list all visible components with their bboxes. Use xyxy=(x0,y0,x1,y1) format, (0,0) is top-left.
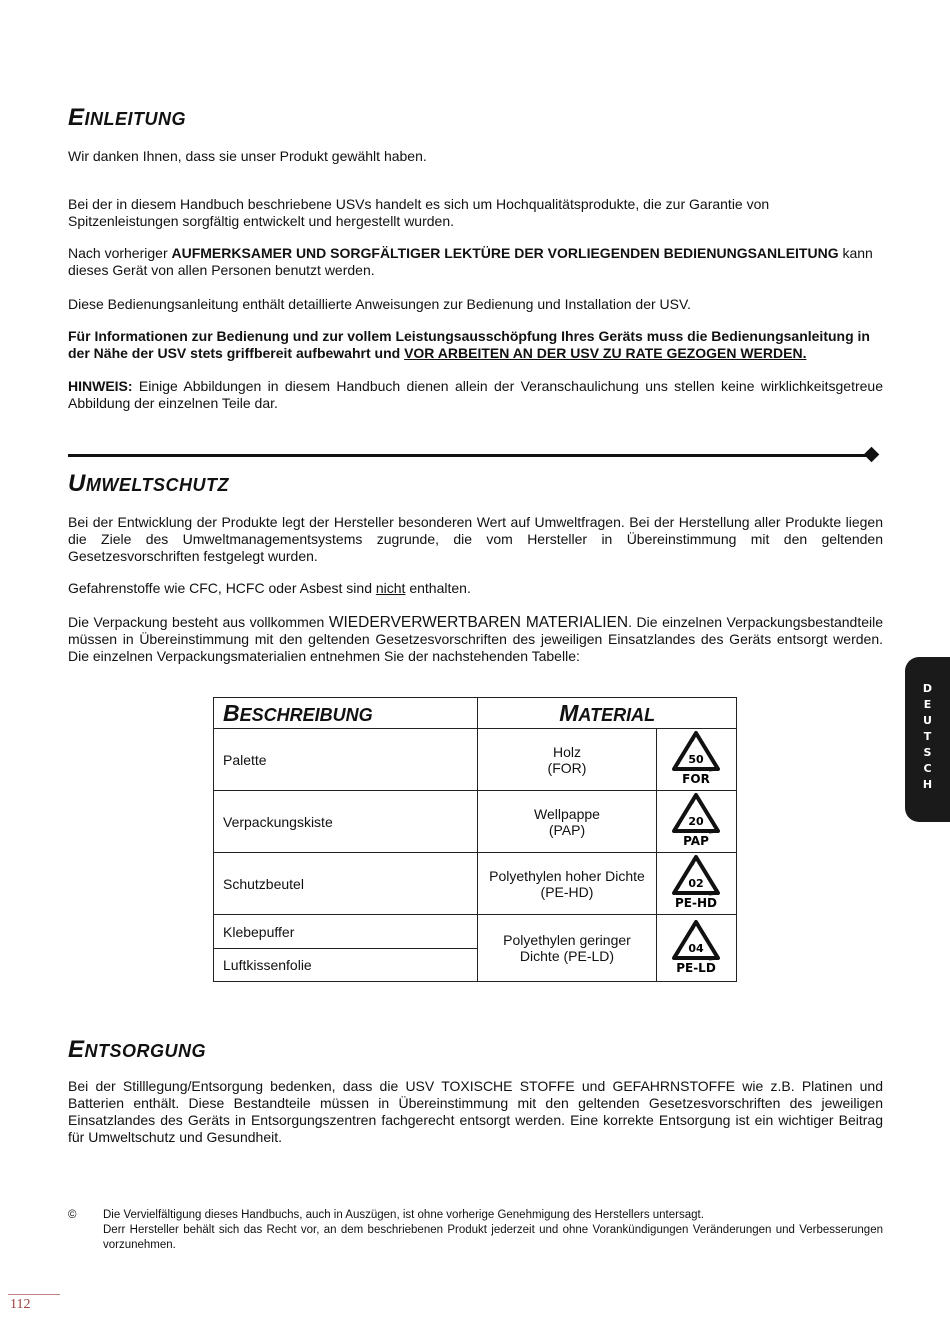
umweltschutz-p2: Gefahrenstoffe wie CFC, HCFC oder Asbest sind nicht enthalten. xyxy=(68,580,471,596)
material-table xyxy=(213,697,737,982)
footer-line2: Derr Hersteller behält sich das Recht vor, an dem beschriebenen Produkt jederzeit und ohne Vorankündigungen Veränderungen und Verbesserungen vorzunehmen. xyxy=(103,1224,883,1251)
footer-line1: Die Vervielfältigung dieses Handbuchs, auch in Auszügen, ist ohne vorherige Genehmigung des Herstellers untersagt. xyxy=(103,1209,704,1221)
table-cell-material: Polyethylen hoher Dichte (PE-HD) xyxy=(478,853,656,915)
einleitung-p2: Bei der in diesem Handbuch beschriebene USVs handelt es sich um Hochqualitätsprodukte, die zur Garantie von Spitzenleistungen sorgfältig entwickelt und hergestellt wurden. xyxy=(68,196,770,229)
table-cell-material: Polyethylen geringer Dichte (PE-LD) xyxy=(478,915,656,982)
table-row xyxy=(214,853,737,915)
tab-letter: C xyxy=(923,762,932,775)
page-number-rule xyxy=(8,1294,60,1295)
heading-einleitung: EINLEITUNG xyxy=(68,104,187,131)
recycling-icon xyxy=(656,915,736,982)
table-row xyxy=(214,915,737,949)
copyright-symbol: © xyxy=(68,1209,77,1221)
heading-entsorgung: ENTSORGUNG xyxy=(68,1036,207,1063)
svg-text:FOR: FOR xyxy=(682,772,711,786)
section-divider xyxy=(68,454,868,457)
recycling-icon xyxy=(656,729,736,791)
einleitung-p4: Diese Bedienungsanleitung enthält detaillierte Anweisungen zur Bedienung und Installation der USV. xyxy=(68,296,691,312)
entsorgung-p1: Bei der Stilllegung/Entsorgung bedenken, dass die USV TOXISCHE STOFFE und GEFAHRNSTOFFE wie z.B. Platinen und Batterien enthält. Diese Bestandteile müssen in Übereinstimmung mit den geltenden Gesetzesvorschriften des jeweiligen Einsatzlandes des Geräts in Entsorgungszentren fachgerecht entsorgt werden. Eine korrekte Entsorgung ist ein wichtiger Beitrag für Umweltschutz und Gesundheit. xyxy=(68,1078,883,1145)
table-cell-desc: Klebepuffer xyxy=(214,915,478,949)
language-side-tab xyxy=(905,657,950,822)
tab-letter: H xyxy=(922,778,933,791)
table-cell-material: Wellpappe (PAP) xyxy=(478,791,656,853)
tab-letter: E xyxy=(923,698,932,711)
svg-text:PE-LD: PE-LD xyxy=(676,960,717,975)
svg-text:04: 04 xyxy=(688,941,704,955)
divider-diamond-icon xyxy=(864,447,880,463)
umweltschutz-p3: Die Verpackung besteht aus vollkommen WIEDERVERWERTBAREN MATERIALIEN. Die einzelnen Verpackungsbestandteile müssen in Übereinstimmung mit den geltenden Gesetzesvorschriften des jeweiligen Einsatzlandes des Geräts entsorgt werden. Die einzelnen Verpackungsmaterialien entnehmen Sie der nachstehenden Tabelle: xyxy=(68,614,884,664)
table-cell-material: Holz (FOR) xyxy=(478,729,656,791)
svg-text:20: 20 xyxy=(688,815,704,828)
einleitung-hinweis: HINWEIS: Einige Abbildungen in diesem Handbuch dienen allein der Veranschaulichung uns stellen keine wirklichkeitsgetreue Abbildung der einzelnen Teile dar. xyxy=(68,378,883,411)
tab-letter: U xyxy=(923,714,932,727)
table-header-beschreibung: BESCHREIBUNG xyxy=(214,698,478,729)
svg-text:PAP: PAP xyxy=(683,834,710,848)
tab-letter: T xyxy=(923,730,932,743)
table-row xyxy=(214,729,737,791)
tab-letter: D xyxy=(922,682,933,695)
svg-text:PE-HD: PE-HD xyxy=(675,896,718,910)
einleitung-p1: Wir danken Ihnen, dass sie unser Produkt gewählt haben. xyxy=(68,148,427,164)
einleitung-p5: Für Informationen zur Bedienung und zur vollem Leistungsausschöpfung Ihres Geräts muss die Bedienungsanleitung in der Nähe der USV stets griffbereit aufbewahrt und VOR ARBEITEN AN DER USV ZU RATE GEZOGEN WERDEN. xyxy=(68,328,870,361)
table-header-material: MATERIAL xyxy=(478,698,737,729)
page-number: 112 xyxy=(10,1297,31,1312)
table-row xyxy=(214,791,737,853)
table-cell-desc: Verpackungskiste xyxy=(214,791,478,853)
umweltschutz-p1: Bei der Entwicklung der Produkte legt der Hersteller besonderen Wert auf Umweltfragen. Bei der Herstellung aller Produkte liegen die Ziele des Umweltmanagementsystems zugrunde, die vom Hersteller in Übereinstimmung mit den geltenden Gesetzesvorschriften festgelegt wurden. xyxy=(68,514,883,564)
svg-text:02: 02 xyxy=(688,877,704,890)
heading-umweltschutz: UMWELTSCHUTZ xyxy=(68,470,229,497)
einleitung-p3: Nach vorheriger AUFMERKSAMER UND SORGFÄLTIGER LEKTÜRE DER VORLIEGENDEN BEDIENUNGSANLEITUNG kann dieses Gerät von allen Personen benutzt werden. xyxy=(68,245,873,278)
recycling-icon xyxy=(656,853,736,915)
tab-letter: S xyxy=(923,746,932,759)
table-cell-desc: Luftkissenfolie xyxy=(214,949,478,982)
recycling-icon xyxy=(656,791,736,853)
svg-text:50: 50 xyxy=(688,753,704,766)
table-cell-desc: Palette xyxy=(214,729,478,791)
table-cell-desc: Schutzbeutel xyxy=(214,853,478,915)
